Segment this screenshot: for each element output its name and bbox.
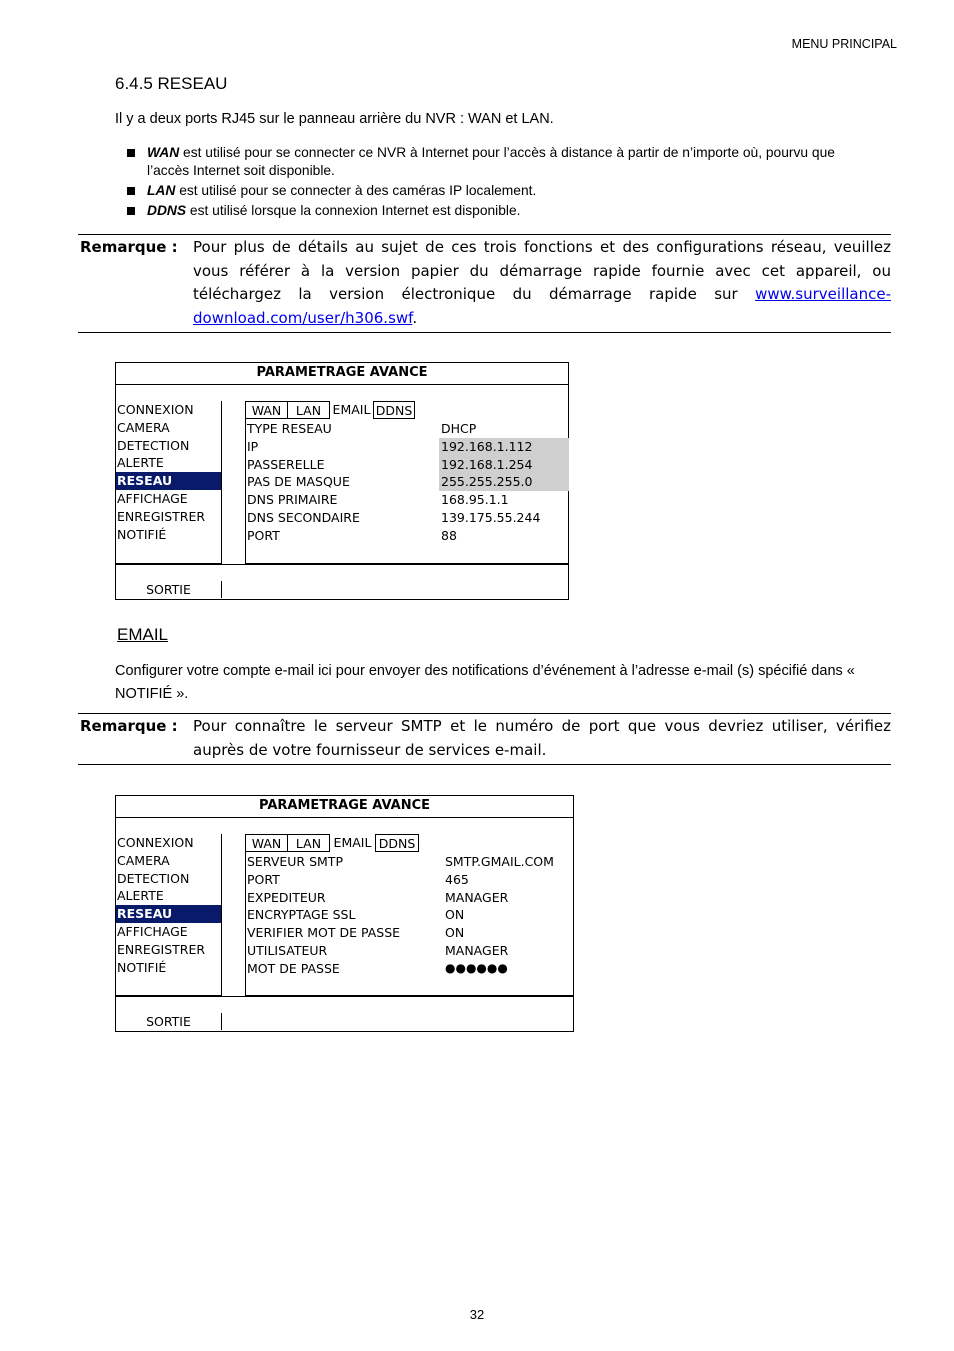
row-label: TYPE RESEAU xyxy=(247,421,332,436)
menu-item-connexion[interactable]: CONNEXION xyxy=(117,402,194,417)
menu-item-alerte[interactable]: ALERTE xyxy=(117,888,164,904)
menu-item-enregistrer[interactable]: ENREGISTRER xyxy=(117,941,206,957)
settings-row xyxy=(247,960,572,978)
menu-item-alerte[interactable]: ALERTE xyxy=(117,455,164,471)
row-value[interactable]: 192.168.1.112 xyxy=(439,438,569,456)
row-value[interactable]: MANAGER xyxy=(445,942,509,958)
note-smtp xyxy=(78,713,891,765)
menu-item-notifie[interactable]: NOTIFIÉ xyxy=(117,959,167,975)
bullet-term: DDNS xyxy=(147,203,187,218)
tab-lan[interactable]: LAN xyxy=(287,401,330,419)
menu-item-connexion[interactable]: CONNEXION xyxy=(117,835,194,850)
row-label: PASSERELLE xyxy=(247,456,325,472)
menu-item-notifie[interactable]: NOTIFIÉ xyxy=(117,526,167,542)
settings-row xyxy=(247,509,567,527)
bullet-ddns xyxy=(127,202,877,220)
panel-title: PARAMETRAGE AVANCE xyxy=(116,796,573,818)
menu-item-detection[interactable]: DETECTION xyxy=(117,870,190,886)
menu-item-detection[interactable]: DETECTION xyxy=(117,437,190,453)
settings-row xyxy=(247,527,567,545)
row-value[interactable]: 139.175.55.244 xyxy=(441,509,541,525)
row-value[interactable]: 192.168.1.254 xyxy=(439,456,569,474)
row-label: EXPEDITEUR xyxy=(247,889,326,905)
bullet-list xyxy=(127,144,877,222)
bullet-term: WAN xyxy=(147,145,180,160)
download-link[interactable]: www.surveillance-download.com/user/h306.swf xyxy=(193,285,891,327)
advanced-settings-panel-reseau xyxy=(115,362,569,600)
settings-row xyxy=(247,456,567,474)
square-bullet-icon xyxy=(127,149,135,157)
email-intro: Configurer votre compte e-mail ici pour envoyer des notifications d’événement à l’adresse e-mail (s) spécifié dans « NOTIFIÉ ». xyxy=(115,663,855,702)
settings-content xyxy=(245,401,568,564)
note-period: . xyxy=(412,308,418,327)
tab-lan[interactable]: LAN xyxy=(287,834,330,852)
chapter-header: MENU PRINCIPAL xyxy=(791,37,897,51)
menu-item-camera[interactable]: CAMERA xyxy=(117,419,170,435)
note-network xyxy=(78,234,891,333)
row-label: PORT xyxy=(247,871,280,887)
tab-wan[interactable]: WAN xyxy=(246,401,288,419)
menu-item-reseau[interactable]: RESEAU xyxy=(116,905,221,923)
settings-content xyxy=(245,834,573,996)
row-value[interactable]: DHCP xyxy=(441,421,477,436)
panel-divider xyxy=(116,564,568,565)
row-label: VERIFIER MOT DE PASSE xyxy=(247,925,401,941)
tab-ddns[interactable]: DDNS xyxy=(375,834,419,852)
note-label: Remarque : xyxy=(80,717,178,735)
settings-row xyxy=(247,853,572,871)
bullet-term: LAN xyxy=(147,183,176,198)
exit-button[interactable]: SORTIE xyxy=(116,581,222,598)
settings-row xyxy=(247,871,572,889)
row-value[interactable]: 255.255.255.0 xyxy=(439,473,569,491)
settings-row xyxy=(247,438,567,456)
settings-rows xyxy=(247,420,567,545)
tab-email[interactable]: EMAIL xyxy=(329,834,376,852)
row-value[interactable]: ON xyxy=(445,907,465,923)
row-label: DNS SECONDAIRE xyxy=(247,509,360,525)
side-menu xyxy=(116,401,222,564)
menu-item-camera[interactable]: CAMERA xyxy=(117,852,170,868)
menu-item-affichage[interactable]: AFFICHAGE xyxy=(117,490,188,506)
tab-wan[interactable]: WAN xyxy=(246,834,288,852)
bullet-lan xyxy=(127,182,877,200)
settings-row xyxy=(247,491,567,509)
bullet-text: est utilisé lorsque la connexion Internet est disponible. xyxy=(186,203,521,218)
row-label: IP xyxy=(247,438,259,454)
square-bullet-icon xyxy=(127,187,135,195)
menu-item-reseau[interactable]: RESEAU xyxy=(116,472,221,490)
row-value[interactable]: MANAGER xyxy=(445,889,509,905)
section-intro: Il y a deux ports RJ45 sur le panneau arrière du NVR : WAN et LAN. xyxy=(115,111,554,127)
tab-email[interactable]: EMAIL xyxy=(329,401,374,419)
settings-row xyxy=(247,889,572,907)
row-label: UTILISATEUR xyxy=(247,942,328,958)
page-number: 32 xyxy=(469,1307,485,1322)
row-label: DNS PRIMAIRE xyxy=(247,492,338,508)
advanced-settings-panel-email xyxy=(115,795,574,1032)
side-menu xyxy=(116,834,222,996)
bullet-text: est utilisé pour se connecter ce NVR à Internet pour l’accès à distance à partir de n’importe où, pourvu que l’accès Internet soit disponible. xyxy=(147,145,835,178)
note-label: Remarque : xyxy=(80,238,178,256)
row-label: PAS DE MASQUE xyxy=(247,474,350,490)
row-value[interactable]: 168.95.1.1 xyxy=(441,492,509,508)
settings-row xyxy=(247,473,567,491)
row-value[interactable]: 465 xyxy=(445,871,469,887)
row-value[interactable]: SMTP.GMAIL.COM xyxy=(445,854,554,869)
email-subtitle: EMAIL xyxy=(117,625,169,644)
section-title: 6.4.5 RESEAU xyxy=(115,74,228,93)
row-label: PORT xyxy=(247,527,280,543)
menu-item-enregistrer[interactable]: ENREGISTRER xyxy=(117,508,206,524)
settings-row xyxy=(247,924,572,942)
panel-title: PARAMETRAGE AVANCE xyxy=(116,363,568,385)
square-bullet-icon xyxy=(127,207,135,215)
exit-button[interactable]: SORTIE xyxy=(116,1013,222,1030)
settings-row xyxy=(247,906,572,924)
row-value[interactable]: 88 xyxy=(441,527,457,543)
password-value[interactable]: ●●●●●● xyxy=(445,960,508,975)
row-value[interactable]: ON xyxy=(445,925,465,941)
tab-ddns[interactable]: DDNS xyxy=(373,401,415,419)
menu-item-affichage[interactable]: AFFICHAGE xyxy=(117,923,188,939)
settings-row xyxy=(247,420,567,438)
bullet-wan xyxy=(127,144,877,180)
row-label: SERVEUR SMTP xyxy=(247,854,343,869)
panel-divider xyxy=(116,996,573,997)
bullet-text: est utilisé pour se connecter à des caméras IP localement. xyxy=(175,183,537,198)
settings-rows xyxy=(247,853,572,978)
row-label: MOT DE PASSE xyxy=(247,960,340,976)
row-label: ENCRYPTAGE SSL xyxy=(247,907,356,923)
note-text: Pour plus de détails au sujet de ces trois fonctions et des configurations réseau, veuillez vous référer à la version papier du démarrage rapide fournie avec cet appareil, ou téléchargez la version électronique du démarrage rapide sur xyxy=(193,238,891,303)
note-text: Pour connaître le serveur SMTP et le numéro de port que vous devriez utiliser, vérifiez auprès de votre fournisseur de services e-mail. xyxy=(193,717,891,759)
settings-row xyxy=(247,942,572,960)
